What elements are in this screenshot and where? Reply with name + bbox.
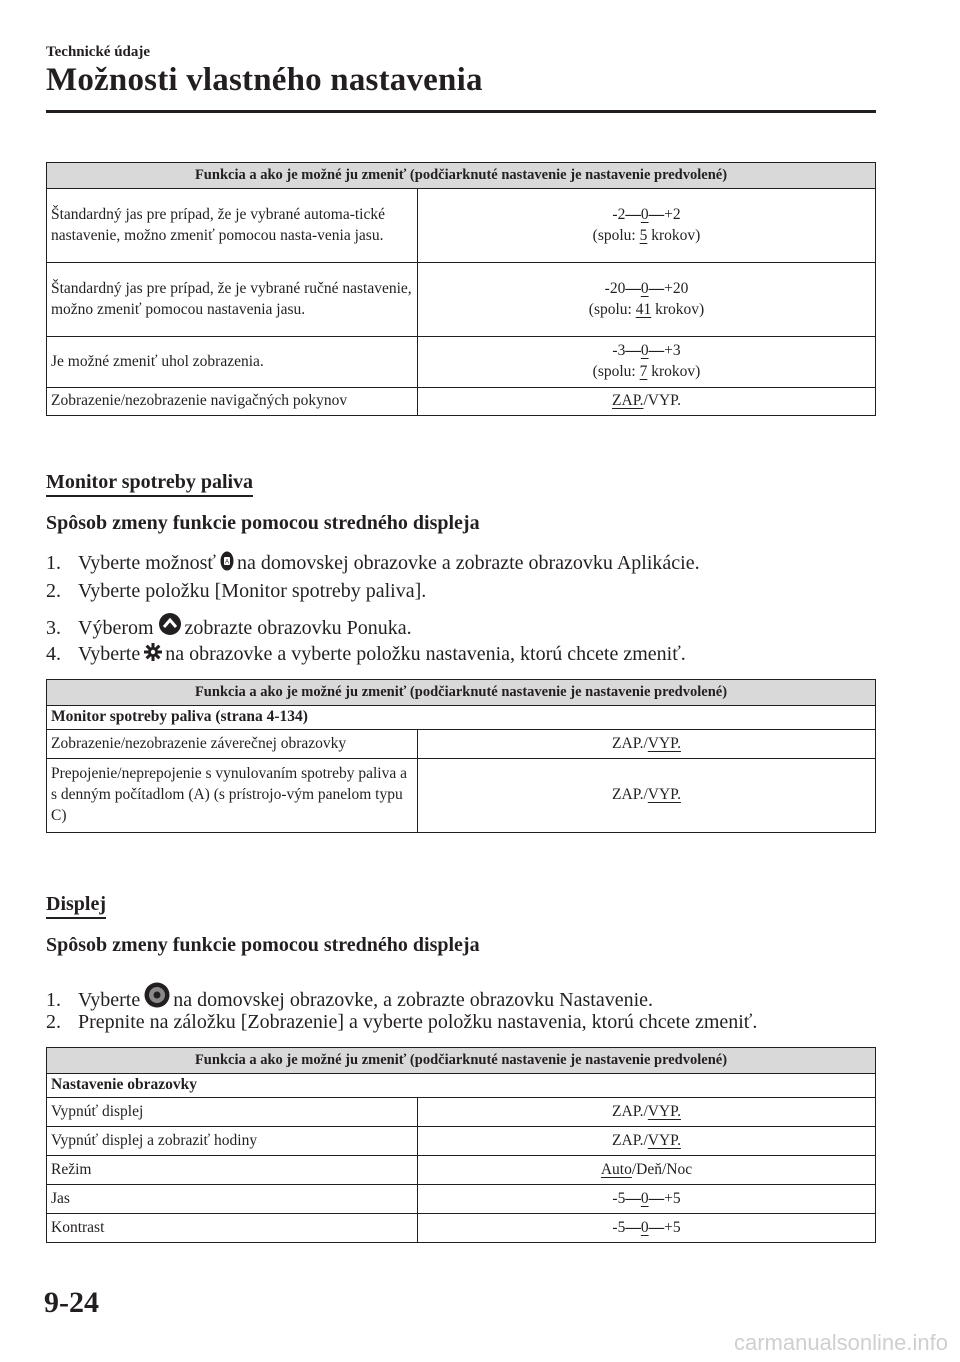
- table-row: [47, 1185, 876, 1214]
- row-value: -5—0—+5: [418, 1185, 876, 1214]
- row-label: Vypnúť displej: [47, 1098, 418, 1127]
- table-header: Funkcia a ako je možné ju zmeniť (podčiarknuté nastavenie je nastavenie predvolené): [47, 1048, 876, 1074]
- row-value: Auto/Deň/Noc: [418, 1156, 876, 1185]
- row-label: Štandardný jas pre prípad, že je vybrané ručné nastavenie, možno zmeniť pomocou nastavenia jasu.: [47, 263, 418, 337]
- table-row: [47, 263, 876, 337]
- step-item: 2. Prepnite na záložku [Zobrazenie] a vyberte položku nastavenia, ktorú chcete zmeniť.: [46, 1011, 758, 1033]
- table-subheader: Nastavenie obrazovky: [47, 1074, 876, 1098]
- svg-text:A: A: [224, 559, 229, 566]
- step-item: 4. Vyberte na obrazovke a vyberte položku nastavenia, ktorú chcete zmeniť.: [46, 642, 686, 668]
- chevron-up-icon: [158, 612, 182, 642]
- section-heading-fuel-monitor: Monitor spotreby paliva: [46, 471, 253, 497]
- row-label: Jas: [47, 1185, 418, 1214]
- step-item: 2. Vyberte položku [Monitor spotreby paliva].: [46, 580, 427, 602]
- gear-icon: [144, 642, 162, 668]
- section-heading-display: Displej: [46, 893, 106, 919]
- table-header: Funkcia a ako je možné ju zmeniť (podčiarknuté nastavenie je nastavenie predvolené): [47, 680, 876, 706]
- row-value: -5—0—+5: [418, 1214, 876, 1243]
- row-value: ZAP./VYP.: [418, 1098, 876, 1127]
- method-heading: Spôsob zmeny funkcie pomocou stredného displeja: [46, 512, 480, 534]
- row-value: ZAP./VYP.: [418, 759, 876, 833]
- section-label: Technické údaje: [46, 44, 151, 60]
- page-number: 9-24: [44, 1286, 99, 1319]
- row-value: -2—0—+2 (spolu: 5 krokov): [418, 189, 876, 263]
- row-value: ZAP./VYP.: [418, 730, 876, 759]
- table-subheader: Monitor spotreby paliva (strana 4-134): [47, 706, 876, 730]
- table-row: [47, 1098, 876, 1127]
- step-item: 1. Vyberte možnosť A na domovskej obrazovke a zobrazte obrazovku Aplikácie.: [46, 551, 700, 577]
- row-label: Kontrast: [47, 1214, 418, 1243]
- step-item: 3. Výberom zobrazte obrazovku Ponuka.: [46, 612, 412, 642]
- row-value: ZAP./VYP.: [418, 1127, 876, 1156]
- row-label: Prepojenie/neprepojenie s vynulovaním spotreby paliva a s denným počítadlom (A) (s prístrojo-vým panelom typu C): [47, 759, 418, 833]
- table-row: [47, 1127, 876, 1156]
- table-row: [47, 189, 876, 263]
- table-row: [47, 730, 876, 759]
- row-label: Zobrazenie/nezobrazenie navigačných pokynov: [47, 388, 418, 416]
- row-value: ZAP./VYP.: [418, 388, 876, 416]
- row-label: Štandardný jas pre prípad, že je vybrané automa-tické nastavenie, možno zmeniť pomocou nasta-venia jasu.: [47, 189, 418, 263]
- row-label: Zobrazenie/nezobrazenie záverečnej obrazovky: [47, 730, 418, 759]
- apps-icon: [220, 551, 234, 577]
- table-row: [47, 1156, 876, 1185]
- row-label: Režim: [47, 1156, 418, 1185]
- page-title: Možnosti vlastného nastavenia: [46, 62, 483, 98]
- settings-table-brightness: [46, 162, 876, 416]
- table-row: [47, 337, 876, 388]
- settings-icon: [144, 982, 170, 1014]
- watermark: carmanualsonline.info: [733, 1330, 948, 1355]
- row-label: Vypnúť displej a zobraziť hodiny: [47, 1127, 418, 1156]
- table-row: [47, 388, 876, 416]
- table-row: [47, 1214, 876, 1243]
- settings-table-fuel-monitor: [46, 679, 876, 833]
- table-row: [47, 759, 876, 833]
- table-header: Funkcia a ako je možné ju zmeniť (podčiarknuté nastavenie je nastavenie predvolené): [47, 163, 876, 189]
- row-value: -20—0—+20 (spolu: 41 krokov): [418, 263, 876, 337]
- method-heading: Spôsob zmeny funkcie pomocou stredného displeja: [46, 934, 480, 956]
- row-value: -3—0—+3 (spolu: 7 krokov): [418, 337, 876, 388]
- row-label: Je možné zmeniť uhol zobrazenia.: [47, 337, 418, 388]
- settings-table-display: [46, 1047, 876, 1243]
- title-divider: [46, 110, 876, 113]
- step-item: 1. Vyberte na domovskej obrazovke, a zobrazte obrazovku Nastavenie.: [46, 982, 653, 1014]
